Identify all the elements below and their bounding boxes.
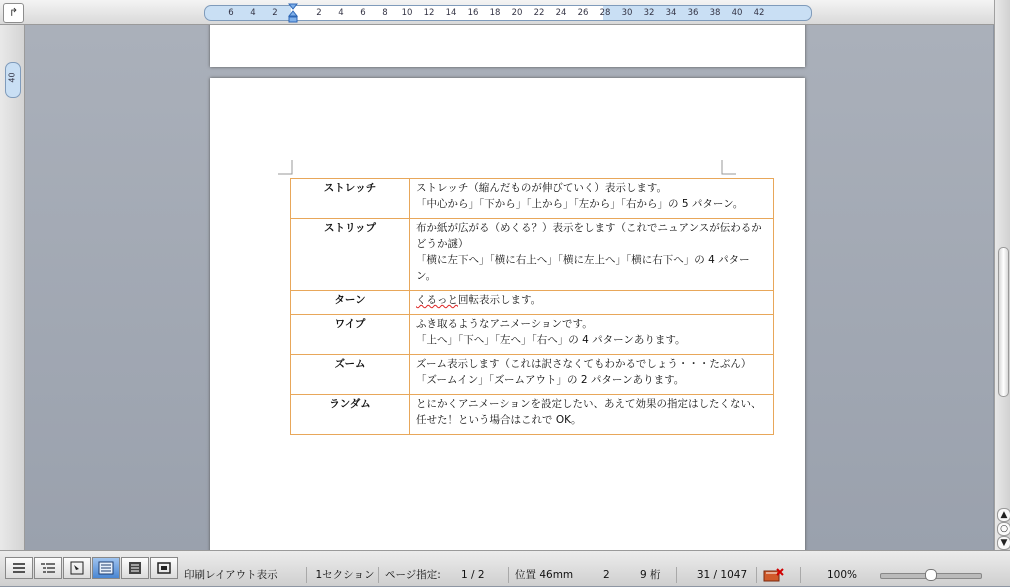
- zoom-level[interactable]: 100%: [800, 567, 877, 583]
- description-line: ふき取るようなアニメーションです。: [416, 318, 593, 330]
- position-indicator: 位置 46mm: [508, 567, 573, 583]
- scrollbar-thumb[interactable]: [998, 247, 1009, 397]
- line-indicator: 2: [603, 569, 610, 581]
- page-indicator-value[interactable]: 1 / 2: [461, 569, 485, 581]
- next-page-icon[interactable]: ▼: [997, 536, 1010, 550]
- page-2[interactable]: [210, 78, 805, 550]
- ruler-tick-label: 40: [731, 8, 743, 18]
- focus-view-icon: [156, 561, 172, 575]
- ruler-tick-label: 36: [687, 8, 699, 18]
- notebook-view-button[interactable]: [121, 557, 149, 579]
- view-buttons: [5, 557, 179, 579]
- description-line: 「上へ」「下へ」「左へ」「右へ」の 4 パターンあります。: [416, 334, 686, 346]
- ruler-tick-label: 2: [316, 8, 322, 18]
- outline-view-button[interactable]: [34, 557, 62, 579]
- prev-page-icon[interactable]: ▲: [997, 508, 1010, 522]
- description-line: ストレッチ（縮んだものが伸びていく）表示します。: [416, 182, 668, 194]
- effect-name-cell[interactable]: ズーム: [291, 355, 410, 395]
- margin-corner-icon: [720, 160, 736, 176]
- ruler-tick-label: 30: [621, 8, 633, 18]
- description-line: ズーム表示します（これは訳さなくてもわかるでしょう・・・たぶん）: [416, 358, 752, 370]
- ruler-tick-label: 4: [338, 8, 344, 18]
- vertical-ruler[interactable]: [5, 62, 21, 98]
- description-line: とにかくアニメーションを設定したい、あえて効果の指定はしたくない、任せた！という場合はこれで OK。: [416, 398, 762, 426]
- table-row: [291, 315, 774, 355]
- table-row: [291, 219, 774, 291]
- effect-name-cell[interactable]: ワイプ: [291, 315, 410, 355]
- browse-object-icon[interactable]: ○: [997, 522, 1010, 536]
- table-row: [291, 179, 774, 219]
- effect-description-cell[interactable]: [410, 315, 774, 355]
- ruler-tick-label: 18: [489, 8, 501, 18]
- effect-name-cell[interactable]: ランダム: [291, 395, 410, 435]
- indent-marker-icon[interactable]: [288, 3, 298, 23]
- description-line: 「ズームイン」「ズームアウト」の 2 パターンあります。: [416, 374, 685, 386]
- tab-selector-button[interactable]: ↱: [3, 3, 24, 23]
- effect-description-cell[interactable]: [410, 219, 774, 291]
- ruler-tick-label: 12: [423, 8, 435, 18]
- effect-name-cell[interactable]: ストリップ: [291, 219, 410, 291]
- ruler-tick-label: 26: [577, 8, 589, 18]
- zoom-slider-knob[interactable]: [925, 569, 937, 581]
- top-ruler-bar: [0, 0, 1010, 25]
- ruler-tick-label: 2: [272, 8, 278, 18]
- effects-table[interactable]: [290, 178, 774, 435]
- left-ruler-bar: [0, 25, 25, 550]
- ruler-tick-label: 16: [467, 8, 479, 18]
- effect-description-cell[interactable]: [410, 291, 774, 315]
- vertical-scrollbar[interactable]: [994, 0, 1010, 550]
- ruler-tick-label: 38: [709, 8, 721, 18]
- description-line: 布か紙が広がる（めくる？）表示をします（これでニュアンスが伝わるかどうか謎）: [416, 222, 762, 250]
- description-line: 「中心から」「下から」「上から」「左から」「右から」の 5 パターン。: [416, 198, 744, 210]
- ruler-tick-label: 34: [665, 8, 677, 18]
- ruler-tick-label: 28: [599, 8, 611, 18]
- column-indicator: 9 桁: [640, 569, 661, 581]
- description-line: 「横に左下へ」「横に右上へ」「横に左上へ」「横に右下へ」の 4 パターン。: [416, 254, 750, 282]
- description-line: くるっと回転表示します。: [416, 294, 542, 306]
- spelling-status-button[interactable]: [756, 567, 799, 583]
- ruler-tick-label: 42: [753, 8, 765, 18]
- ruler-tick-label: 20: [511, 8, 523, 18]
- table-row: [291, 355, 774, 395]
- page-1[interactable]: [210, 25, 805, 67]
- ruler-tick-label: 10: [401, 8, 413, 18]
- focus-view-button[interactable]: [150, 557, 178, 579]
- effect-name-cell[interactable]: ターン: [291, 291, 410, 315]
- word-count[interactable]: 31 / 1047: [676, 567, 761, 583]
- ruler-tick-label: 24: [555, 8, 567, 18]
- spelling-book-error-icon: [763, 568, 785, 582]
- effect-description-cell[interactable]: [410, 179, 774, 219]
- draft-view-icon: [11, 561, 27, 575]
- margin-corner-icon: [278, 160, 294, 176]
- ruler-tick-label: 8: [382, 8, 388, 18]
- table-row: [291, 395, 774, 435]
- publishing-view-button[interactable]: [63, 557, 91, 579]
- notebook-view-icon: [127, 561, 143, 575]
- ruler-tick-label: 4: [250, 8, 256, 18]
- publishing-view-icon: [69, 561, 85, 575]
- page-indicator-label: ページ指定:: [378, 567, 441, 583]
- document-canvas[interactable]: [25, 25, 993, 550]
- section-indicator: 1セクション: [306, 567, 377, 583]
- ruler-tick-label: 14: [445, 8, 457, 18]
- ruler-tick-label: 32: [643, 8, 655, 18]
- status-bar: [0, 550, 1010, 586]
- print-layout-view-button[interactable]: [92, 557, 120, 579]
- draft-view-button[interactable]: [5, 557, 33, 579]
- view-mode-label: 印刷レイアウト表示: [184, 569, 278, 581]
- print-layout-view-icon: [98, 561, 114, 575]
- effect-description-cell[interactable]: [410, 355, 774, 395]
- ruler-tick-label: 6: [360, 8, 366, 18]
- ruler-tick-label: 22: [533, 8, 545, 18]
- ruler-tick-label: 6: [228, 8, 234, 18]
- effect-name-cell[interactable]: ストレッチ: [291, 179, 410, 219]
- table-row: [291, 291, 774, 315]
- outline-view-icon: [40, 561, 56, 575]
- effect-description-cell[interactable]: [410, 395, 774, 435]
- vertical-ruler-label: 40: [7, 72, 17, 83]
